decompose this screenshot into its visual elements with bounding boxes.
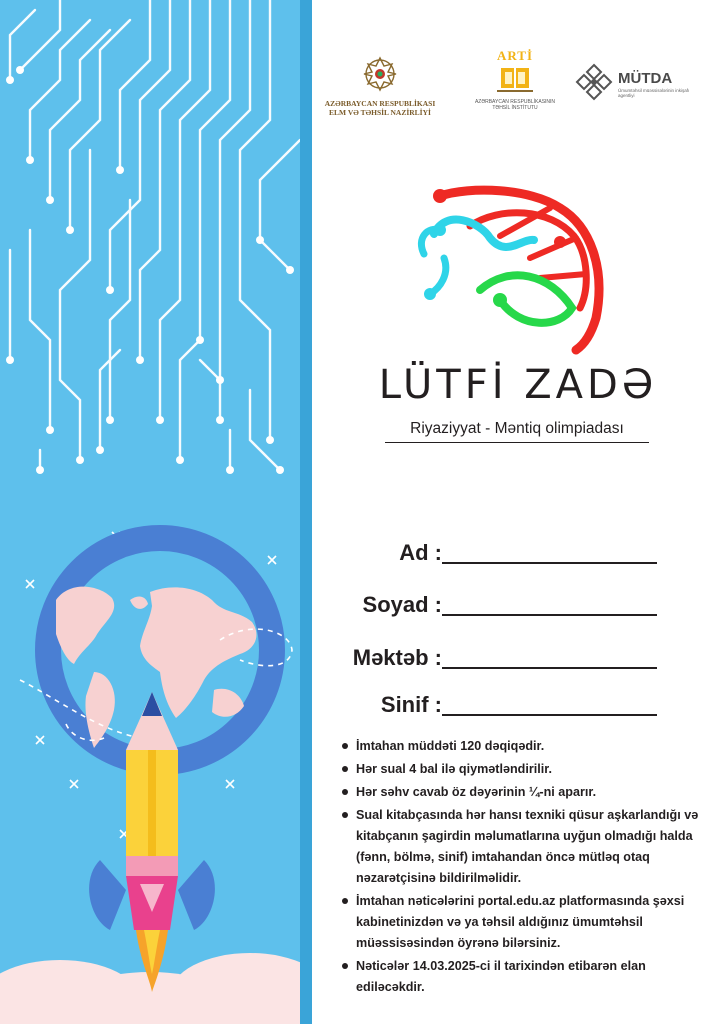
ministry-name-line1: AZƏRBAYCAN RESPUBLİKASI xyxy=(324,99,436,108)
arti-book-icon xyxy=(495,64,535,94)
arti-name: ARTİ xyxy=(496,48,534,63)
field-blank-line[interactable] xyxy=(442,562,657,564)
arti-caption-line2: TƏHSİL İNSTİTUTU xyxy=(492,105,538,111)
rule-item: Sual kitabçasında hər hansı texniki qüsur aşkarlandığı və kitabçanın şagirdin məlumatlarına uyğun olmadığı halda (fənn, bölmə, sinif) imtahandan öncə mütləq otaq nəzarətçisinə bildirilməlidir. xyxy=(342,805,712,889)
ministry-name-line2: ELM VƏ TƏHSİL NAZİRLİYİ xyxy=(329,108,431,117)
field-label: Sinif : xyxy=(380,692,442,717)
exam-rules-list xyxy=(342,736,712,1000)
field-blank-line[interactable] xyxy=(442,667,657,669)
page-subtitle: Riyaziyyat - Məntiq olimpiadası xyxy=(385,420,649,443)
rule-item: Hər sual 4 bal ilə qiymətləndirilir. xyxy=(342,759,712,780)
circuit-lines-decoration xyxy=(0,0,300,1024)
mutda-caption: Ümumtəhsil müəssisələrinin inkişafı agentliyi xyxy=(618,88,690,98)
mutda-name: MÜTDA xyxy=(618,70,673,87)
rule-item: Nəticələr 14.03.2025-ci il tarixindən etibarən elan ediləcəkdir. xyxy=(342,956,712,998)
field-blank-line[interactable] xyxy=(442,714,657,716)
form-field-soyad xyxy=(312,592,724,622)
form-field-mekteb xyxy=(312,645,724,675)
form-field-ad xyxy=(312,540,724,570)
field-label: Soyad : xyxy=(362,592,442,617)
rule-item: İmtahan nəticələrini portal.edu.az platformasında şəxsi kabinetinizdən və ya təhsil aldığınız ümumtəhsil müəssisəsindən öyrənə bilərsiniz. xyxy=(342,891,712,954)
field-label: Məktəb : xyxy=(352,645,442,670)
rule-item: Hər səhv cavab öz dəyərinin ¼-ni aparır. xyxy=(342,782,712,803)
left-decorative-panel xyxy=(0,0,300,1024)
mutda-pattern-icon xyxy=(574,62,614,102)
arti-logo xyxy=(460,48,570,111)
arti-caption-line1: AZƏRBAYCAN RESPUBLİKASININ xyxy=(474,99,556,105)
logo-row xyxy=(312,48,724,138)
divider-strip xyxy=(300,0,312,1024)
rule-item: İmtahan müddəti 120 dəqiqədir. xyxy=(342,736,712,757)
brain-logo-icon xyxy=(410,178,610,358)
field-blank-line[interactable] xyxy=(442,614,657,616)
ministry-logo xyxy=(320,54,440,117)
form-field-sinif xyxy=(312,692,724,722)
page-title: LÜTFİ ZADƏ xyxy=(378,362,658,408)
ministry-emblem-icon xyxy=(360,54,400,94)
field-label: Ad : xyxy=(399,540,442,565)
